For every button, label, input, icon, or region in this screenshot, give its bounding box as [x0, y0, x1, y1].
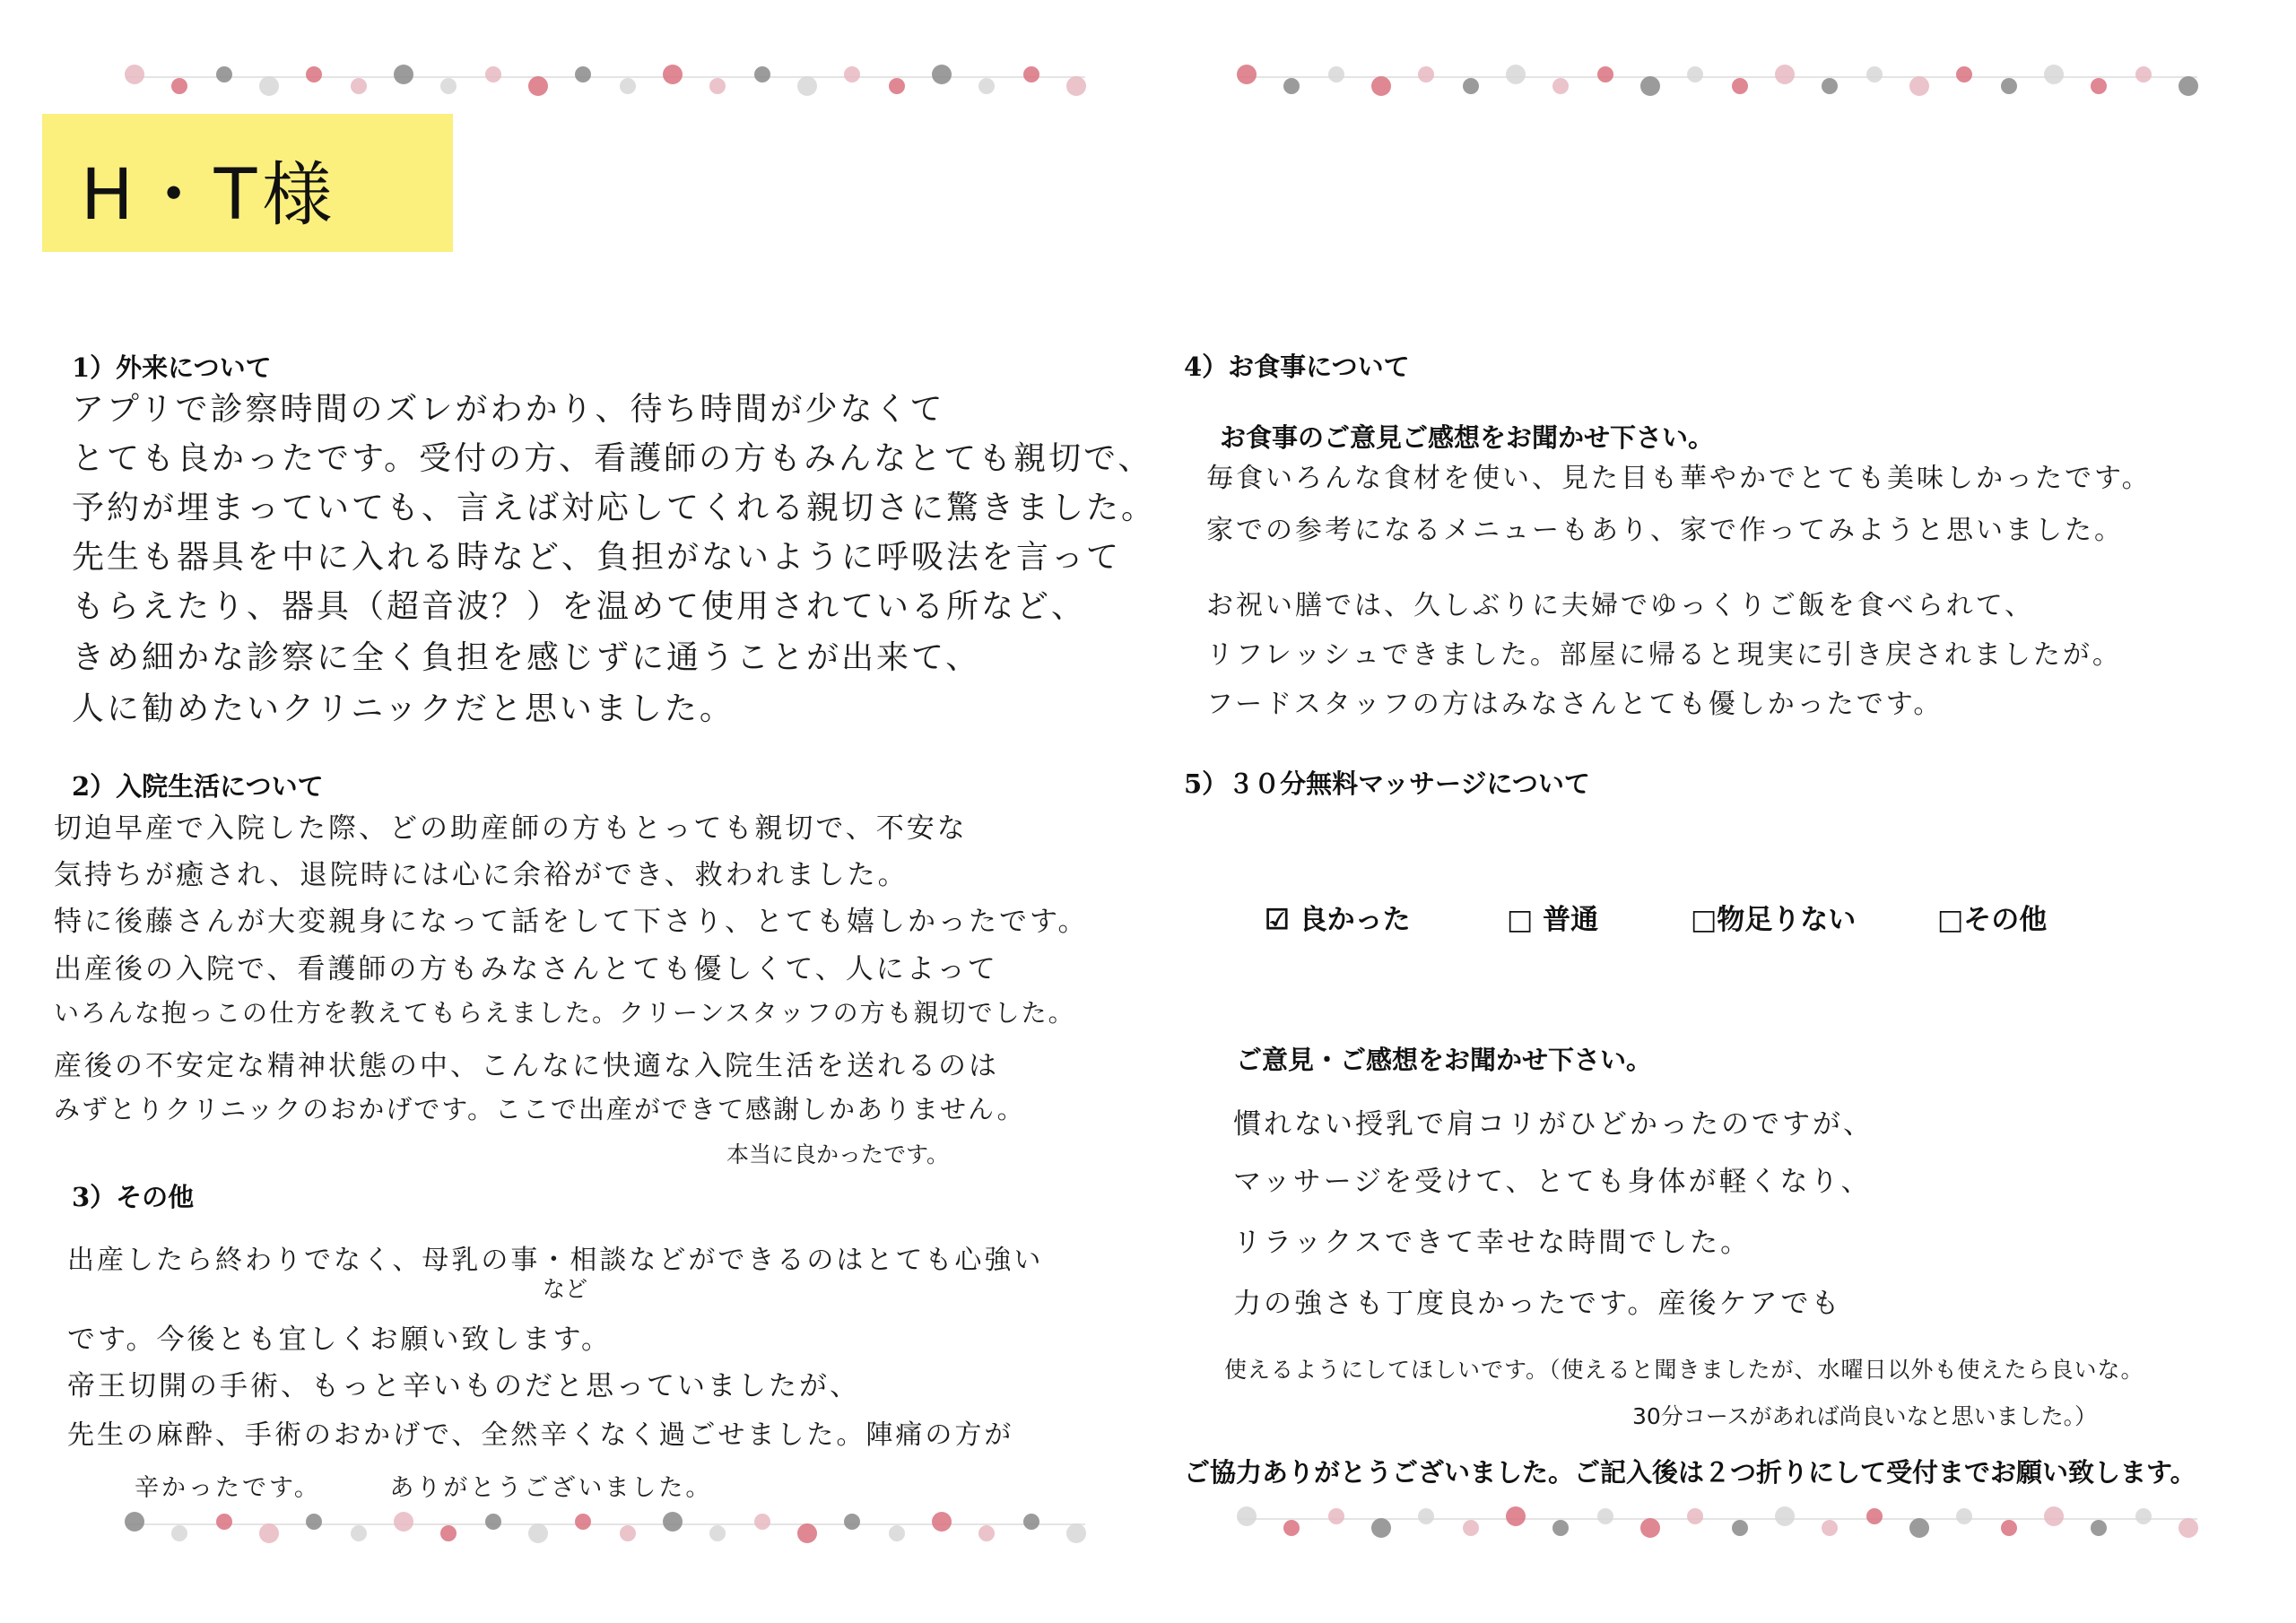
decorative-dot — [1732, 1520, 1748, 1536]
decorative-dot — [932, 1512, 952, 1532]
decorative-dot — [528, 76, 548, 96]
checkbox[interactable]: □ — [1507, 904, 1534, 936]
section-4-heading: 4）お食事について — [1184, 352, 1410, 382]
decorative-dot — [754, 1514, 770, 1530]
option-other: □その他 — [1937, 904, 2048, 936]
handwritten-line: 30分コースがあれば尚良いなと思いました。） — [1632, 1403, 2098, 1429]
decorative-dot — [709, 78, 726, 94]
decorative-dot — [1687, 1508, 1703, 1524]
decorative-dot — [1687, 66, 1703, 82]
handwritten-line: 帝王切開の手術、もっと辛いものだと思っていましたが、 — [67, 1370, 860, 1402]
decorative-dot — [2135, 1508, 2152, 1524]
decorative-dot — [1023, 1514, 1039, 1530]
decorative-dot — [306, 1514, 322, 1530]
decorative-dot — [125, 1512, 144, 1532]
decorative-dot — [709, 1525, 726, 1541]
decorative-dot — [1237, 1506, 1257, 1526]
decorative-dot — [1463, 1520, 1479, 1536]
decorative-dot — [216, 1514, 232, 1530]
decorative-dot — [259, 1523, 279, 1543]
decorative-dot — [844, 66, 860, 82]
decorative-dot — [259, 76, 279, 96]
option-normal: □ 普通 — [1507, 904, 1599, 936]
decorative-dot — [2044, 65, 2064, 84]
decorative-dot — [440, 1525, 457, 1541]
handwritten-line: 予約が埋まっていても、言えば対応してくれる親切さに驚きました。 — [72, 490, 1157, 526]
decorative-dot — [1866, 1508, 1883, 1524]
handwritten-line: 慣れない授乳で肩コリがひどかったのですが、 — [1233, 1108, 1874, 1141]
decorative-dot — [754, 66, 770, 82]
section-2-heading: 2）入院生活について — [72, 771, 324, 802]
decorative-dot — [1371, 76, 1391, 96]
handwritten-line: 辛かったです。 ありがとうございました。 — [135, 1474, 713, 1502]
decorative-dot — [1371, 1518, 1391, 1538]
decorative-dot — [2091, 78, 2107, 94]
decorative-dot — [1283, 78, 1300, 94]
handwritten-line: 出産したら終わりでなく、母乳の事・相談などができるのはとても心強い — [67, 1245, 1044, 1276]
section-5-prompt: ご意見・ご感想をお聞かせ下さい。 — [1236, 1045, 1653, 1075]
decorative-dot — [171, 1525, 187, 1541]
option-good: ☑ 良かった — [1265, 904, 1411, 936]
handwritten-line: 家での参考になるメニューもあり、家で作ってみようと思いました。 — [1206, 515, 2124, 546]
handwritten-line: フードスタッフの方はみなさんとても優しかったです。 — [1206, 689, 1944, 720]
decorative-dot — [1640, 1518, 1660, 1538]
handwritten-line: 毎食いろんな食材を使い、見た目も華やかでとても美味しかったです。 — [1206, 463, 2152, 494]
decorative-dot — [2179, 76, 2198, 96]
section-5-heading: 5）３０分無料マッサージについて — [1184, 768, 1590, 799]
decorative-dot — [125, 65, 144, 84]
handwritten-line: 産後の不安定な精神状態の中、こんなに快適な入院生活を送れるのは — [54, 1050, 999, 1082]
decorative-dot — [1283, 1520, 1300, 1536]
decorative-dot — [1506, 65, 1526, 84]
handwritten-line: 気持ちが癒され、退院時には心に余裕ができ、救われました。 — [54, 859, 909, 891]
handwritten-line: 力の強さも丁度良かったです。産後ケアでも — [1233, 1288, 1842, 1320]
option-not-enough: □物足りない — [1691, 904, 1857, 936]
handwritten-line: もらえたり、器具（超音波？）を温めて使用されている所など、 — [72, 588, 1087, 625]
handwritten-line: とても良かったです。受付の方、看護師の方もみんなとても親切で、 — [72, 440, 1153, 477]
handwritten-line: 特に後藤さんが大変親身になって話をして下さり、とても嬉しかったです。 — [54, 906, 1089, 938]
decorative-dot — [440, 78, 457, 94]
handwritten-note: 本当に良かったです。 — [726, 1141, 950, 1167]
decorative-dot — [171, 78, 187, 94]
handwritten-line: 先生の麻酔、手術のおかげで、全然辛くなく過ごせました。陣痛の方が — [67, 1419, 1014, 1451]
decorative-dot — [889, 1525, 905, 1541]
decorative-dot — [932, 65, 952, 84]
decorative-dot — [1463, 78, 1479, 94]
decorative-dot — [575, 1514, 591, 1530]
decorative-dot — [485, 66, 501, 82]
decorative-dot — [1506, 1506, 1526, 1526]
handwritten-line: マッサージを受けて、とても身体が軽くなり、 — [1233, 1166, 1872, 1198]
decorative-dot — [663, 65, 683, 84]
decorative-dot — [1909, 1518, 1929, 1538]
decorative-dot — [394, 1512, 413, 1532]
decorative-dot — [1775, 1506, 1795, 1526]
decorative-dot — [216, 66, 232, 82]
decorative-dot — [1066, 1523, 1086, 1543]
handwritten-line: 切迫早産で入院した際、どの助産師の方もとっても親切で、不安な — [54, 812, 968, 845]
handwritten-line: お祝い膳では、久しぶりに夫婦でゆっくりご飯を食べられて、 — [1206, 590, 2035, 621]
decorative-dot — [306, 66, 322, 82]
decorative-dot — [2091, 1520, 2107, 1536]
handwritten-line: 出産後の入院で、看護師の方もみなさんとても優しくて、人によって — [54, 953, 998, 985]
decorative-dot — [797, 76, 817, 96]
decorative-dot — [1822, 78, 1838, 94]
handwritten-line: 人に勧めたいクリニックだと思いました。 — [72, 690, 735, 727]
handwritten-note: など — [543, 1276, 588, 1302]
decorative-dot — [2001, 1520, 2017, 1536]
decorative-dot — [1956, 1508, 1972, 1524]
handwritten-line: 使えるようにしてほしいです。（使えると聞きましたが、水曜日以外も使えたら良いな。 — [1224, 1357, 2144, 1383]
decorative-dot — [1640, 76, 1660, 96]
decorative-dot — [1023, 66, 1039, 82]
decorative-dot — [797, 1523, 817, 1543]
decorative-dot — [2001, 78, 2017, 94]
decorative-dot — [1866, 66, 1883, 82]
decorative-dot — [2135, 66, 2152, 82]
decorative-dot — [663, 1512, 683, 1532]
decorative-dot — [844, 1514, 860, 1530]
checkbox[interactable]: □ — [1691, 904, 1718, 936]
handwritten-line: です。今後とも宜しくお願い致します。 — [67, 1324, 613, 1356]
decorative-dot — [1822, 1520, 1838, 1536]
decorative-dot — [1909, 76, 1929, 96]
checkbox[interactable]: □ — [1937, 904, 1964, 936]
decorative-dot — [2044, 1506, 2064, 1526]
decorative-dot — [2179, 1518, 2198, 1538]
section-1-heading: 1）外来について — [72, 352, 272, 383]
handwritten-line: アプリで診察時間のズレがわかり、待ち時間が少なくて — [72, 391, 945, 428]
handwritten-line: リラックスできて幸せな時間でした。 — [1233, 1227, 1752, 1259]
decorative-dot — [1597, 66, 1613, 82]
decorative-dot — [351, 1525, 367, 1541]
handwritten-line: いろんな抱っこの仕方を教えてもらえました。クリーンスタッフの方も親切でした。 — [54, 998, 1075, 1028]
decorative-dot — [978, 1525, 995, 1541]
decorative-dot — [485, 1514, 501, 1530]
handwritten-line: リフレッシュできました。部屋に帰ると現実に引き戻されましたが。 — [1206, 639, 2122, 671]
footer-message: ご協力ありがとうございました。ご記入後は２つ折りにして受付までお願い致します。 — [1184, 1457, 2196, 1488]
customer-name-title: H・T様 — [81, 155, 338, 236]
handwritten-line: きめ細かな診察に全く負担を感じずに通うことが出来て、 — [72, 639, 981, 676]
decorative-dot — [1597, 1508, 1613, 1524]
decorative-dot — [1328, 66, 1344, 82]
decorative-dot — [978, 78, 995, 94]
decorative-dot — [394, 65, 413, 84]
decorative-dot — [620, 78, 636, 94]
section-3-heading: 3）その他 — [72, 1182, 195, 1212]
decorative-dot — [1066, 76, 1086, 96]
decorative-dot — [1328, 1508, 1344, 1524]
handwritten-line: 先生も器具を中に入れる時など、負担がないように呼吸法を言って — [72, 539, 1122, 576]
decorative-dot — [1237, 65, 1257, 84]
decorative-dot — [1775, 65, 1795, 84]
section-4-prompt: お食事のご意見ご感想をお聞かせ下さい。 — [1220, 422, 1715, 453]
decorative-dot — [620, 1525, 636, 1541]
decorative-dot — [1418, 1508, 1434, 1524]
decorative-dot — [1418, 66, 1434, 82]
decorative-dot — [1732, 78, 1748, 94]
decorative-dot — [1552, 1520, 1569, 1536]
decorative-dot — [351, 78, 367, 94]
decorative-dot — [528, 1523, 548, 1543]
decorative-dot — [889, 78, 905, 94]
decorative-dot — [1956, 66, 1972, 82]
checkbox-checked[interactable]: ☑ — [1265, 904, 1290, 936]
decorative-dot — [575, 66, 591, 82]
decorative-dot — [1552, 78, 1569, 94]
handwritten-line: みずとりクリニックのおかげです。ここで出産ができて感謝しかありません。 — [54, 1094, 1025, 1124]
